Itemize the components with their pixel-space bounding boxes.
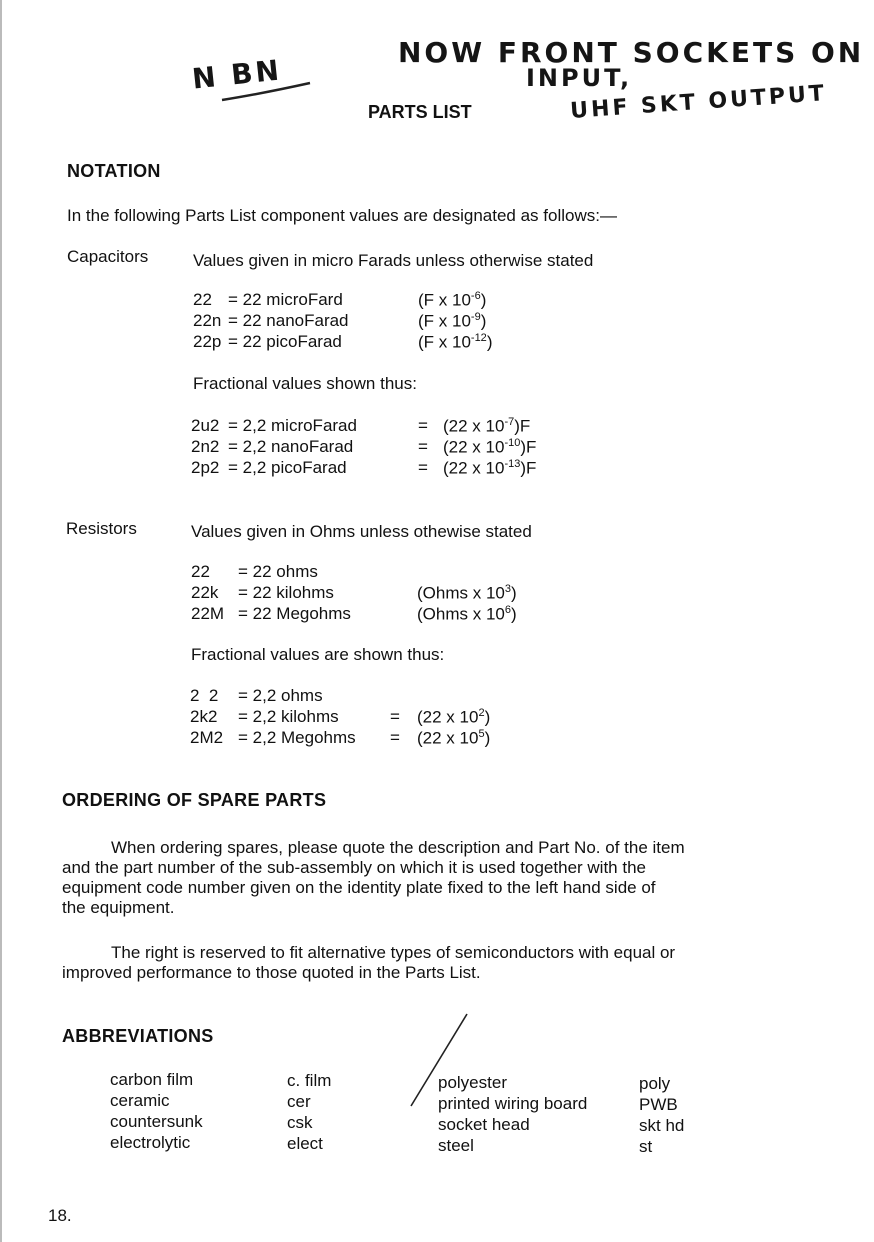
cap-frac-eq: = 2,2 microFarad — [228, 416, 357, 435]
cap-frac-sign: = — [418, 416, 428, 435]
notation-heading: NOTATION — [67, 161, 161, 181]
resistors-description: Values given in Ohms unless othewise stated — [191, 522, 532, 541]
page-number: 18. — [48, 1206, 72, 1225]
paragraph-line: The right is reserved to fit alternative types of semiconductors with equal or — [111, 943, 676, 962]
res-row-expr: (Ohms x $10^6$) — [417, 604, 517, 624]
abbr-term: polyester — [438, 1073, 507, 1092]
abbreviations-heading: ABBREVIATIONS — [62, 1026, 214, 1046]
capacitors-fractional-intro: Fractional values shown thus: — [193, 374, 417, 393]
res-row-code: 22 — [191, 562, 210, 581]
paragraph-line: and the part number of the sub-assembly on which it is used together with the — [62, 858, 646, 877]
cap-frac-eq: = 2,2 picoFarad — [228, 458, 347, 477]
cap-frac-sign: = — [418, 437, 428, 456]
abbr-term: carbon film — [110, 1070, 194, 1089]
cap-row-expr: (F x $10^{-6}$) — [418, 290, 487, 310]
cap-frac-code: 2p2 — [191, 458, 220, 477]
res-frac-eq: = 2,2 kilohms — [238, 707, 339, 726]
handwritten-note-line3: UHF SKT OUTPUT — [569, 81, 828, 124]
res-frac-expr: (22 x $10^2$) — [417, 707, 491, 727]
res-frac-expr: (22 x $10^5$) — [417, 728, 491, 748]
cap-frac-expr: (22 x $10^{-13})F$ — [443, 458, 537, 478]
res-row-expr: (Ohms x $10^3$) — [417, 583, 517, 603]
abbr-term: socket head — [438, 1115, 530, 1134]
handwritten-note-line1: NOW FRONT SOCKETS ON — [398, 36, 865, 69]
cap-frac-expr: (22 x $10^{-7})F$ — [443, 416, 531, 436]
res-row-eq: = 22 ohms — [238, 562, 318, 581]
res-row-code: 22M — [191, 604, 225, 623]
cap-row-code: 22p — [193, 332, 222, 351]
cap-row-expr: (F x $10^{-9}$) — [418, 311, 487, 331]
resistors-label: Resistors — [66, 519, 137, 538]
abbr-short: c. film — [287, 1071, 332, 1090]
paragraph-line: equipment code number given on the identity plate fixed to the left hand side of — [62, 878, 656, 897]
res-row-eq: = 22 Megohms — [238, 604, 351, 623]
ordering-heading: ORDERING OF SPARE PARTS — [62, 790, 327, 810]
abbr-short: PWB — [639, 1095, 678, 1114]
res-frac-eq: = 2,2 ohms — [238, 686, 323, 705]
abbr-term: ceramic — [110, 1091, 170, 1110]
cap-frac-eq: = 2,2 nanoFarad — [228, 437, 354, 456]
cap-frac-code: 2u2 — [191, 416, 220, 435]
cap-row-eq: = 22 nanoFarad — [228, 311, 349, 330]
cap-row-eq: = 22 microFard — [228, 290, 343, 309]
cap-frac-expr: (22 x $10^{-10})F$ — [443, 437, 537, 457]
paragraph-line: the equipment. — [62, 898, 175, 917]
abbr-short: skt hd — [639, 1116, 685, 1135]
res-frac-code: 2 2 — [190, 686, 219, 705]
res-row-code: 22k — [191, 583, 219, 602]
abbr-term: electrolytic — [110, 1133, 191, 1152]
cap-row-expr: (F x $10^{-12}$) — [418, 332, 493, 352]
abbr-term: countersunk — [110, 1112, 203, 1131]
res-frac-eq: = 2,2 Megohms — [238, 728, 356, 747]
paragraph-line: improved performance to those quoted in the Parts List. — [62, 963, 481, 982]
abbr-term: steel — [438, 1136, 474, 1155]
abbr-short: poly — [639, 1074, 671, 1093]
res-frac-sign: = — [390, 728, 400, 747]
resistors-fractional-intro: Fractional values are shown thus: — [191, 645, 445, 664]
res-row-eq: = 22 kilohms — [238, 583, 334, 602]
abbr-short: cer — [287, 1092, 311, 1111]
cap-frac-code: 2n2 — [191, 437, 220, 456]
abbr-short: csk — [287, 1113, 313, 1132]
cap-row-code: 22 — [193, 290, 212, 309]
page-title: PARTS LIST — [368, 102, 472, 122]
notation-intro: In the following Parts List component values are designated as follows:— — [67, 206, 617, 225]
paragraph-line: When ordering spares, please quote the description and Part No. of the item — [111, 838, 685, 857]
handwritten-note-initials: N BN — [190, 53, 284, 96]
cap-row-code: 22n — [193, 311, 222, 330]
capacitors-label: Capacitors — [67, 247, 149, 266]
scan-edge — [0, 0, 2, 1242]
res-frac-code: 2k2 — [190, 707, 218, 726]
abbr-short: elect — [287, 1134, 323, 1153]
handwritten-underline — [220, 80, 315, 105]
res-frac-code: 2M2 — [190, 728, 224, 747]
res-frac-sign: = — [390, 707, 400, 726]
handwritten-note-line2: INPUT, — [526, 64, 633, 92]
cap-frac-sign: = — [418, 458, 428, 477]
abbr-short: st — [639, 1137, 653, 1156]
abbr-term: printed wiring board — [438, 1094, 588, 1113]
capacitors-description: Values given in micro Farads unless otherwise stated — [193, 251, 594, 270]
cap-row-eq: = 22 picoFarad — [228, 332, 342, 351]
